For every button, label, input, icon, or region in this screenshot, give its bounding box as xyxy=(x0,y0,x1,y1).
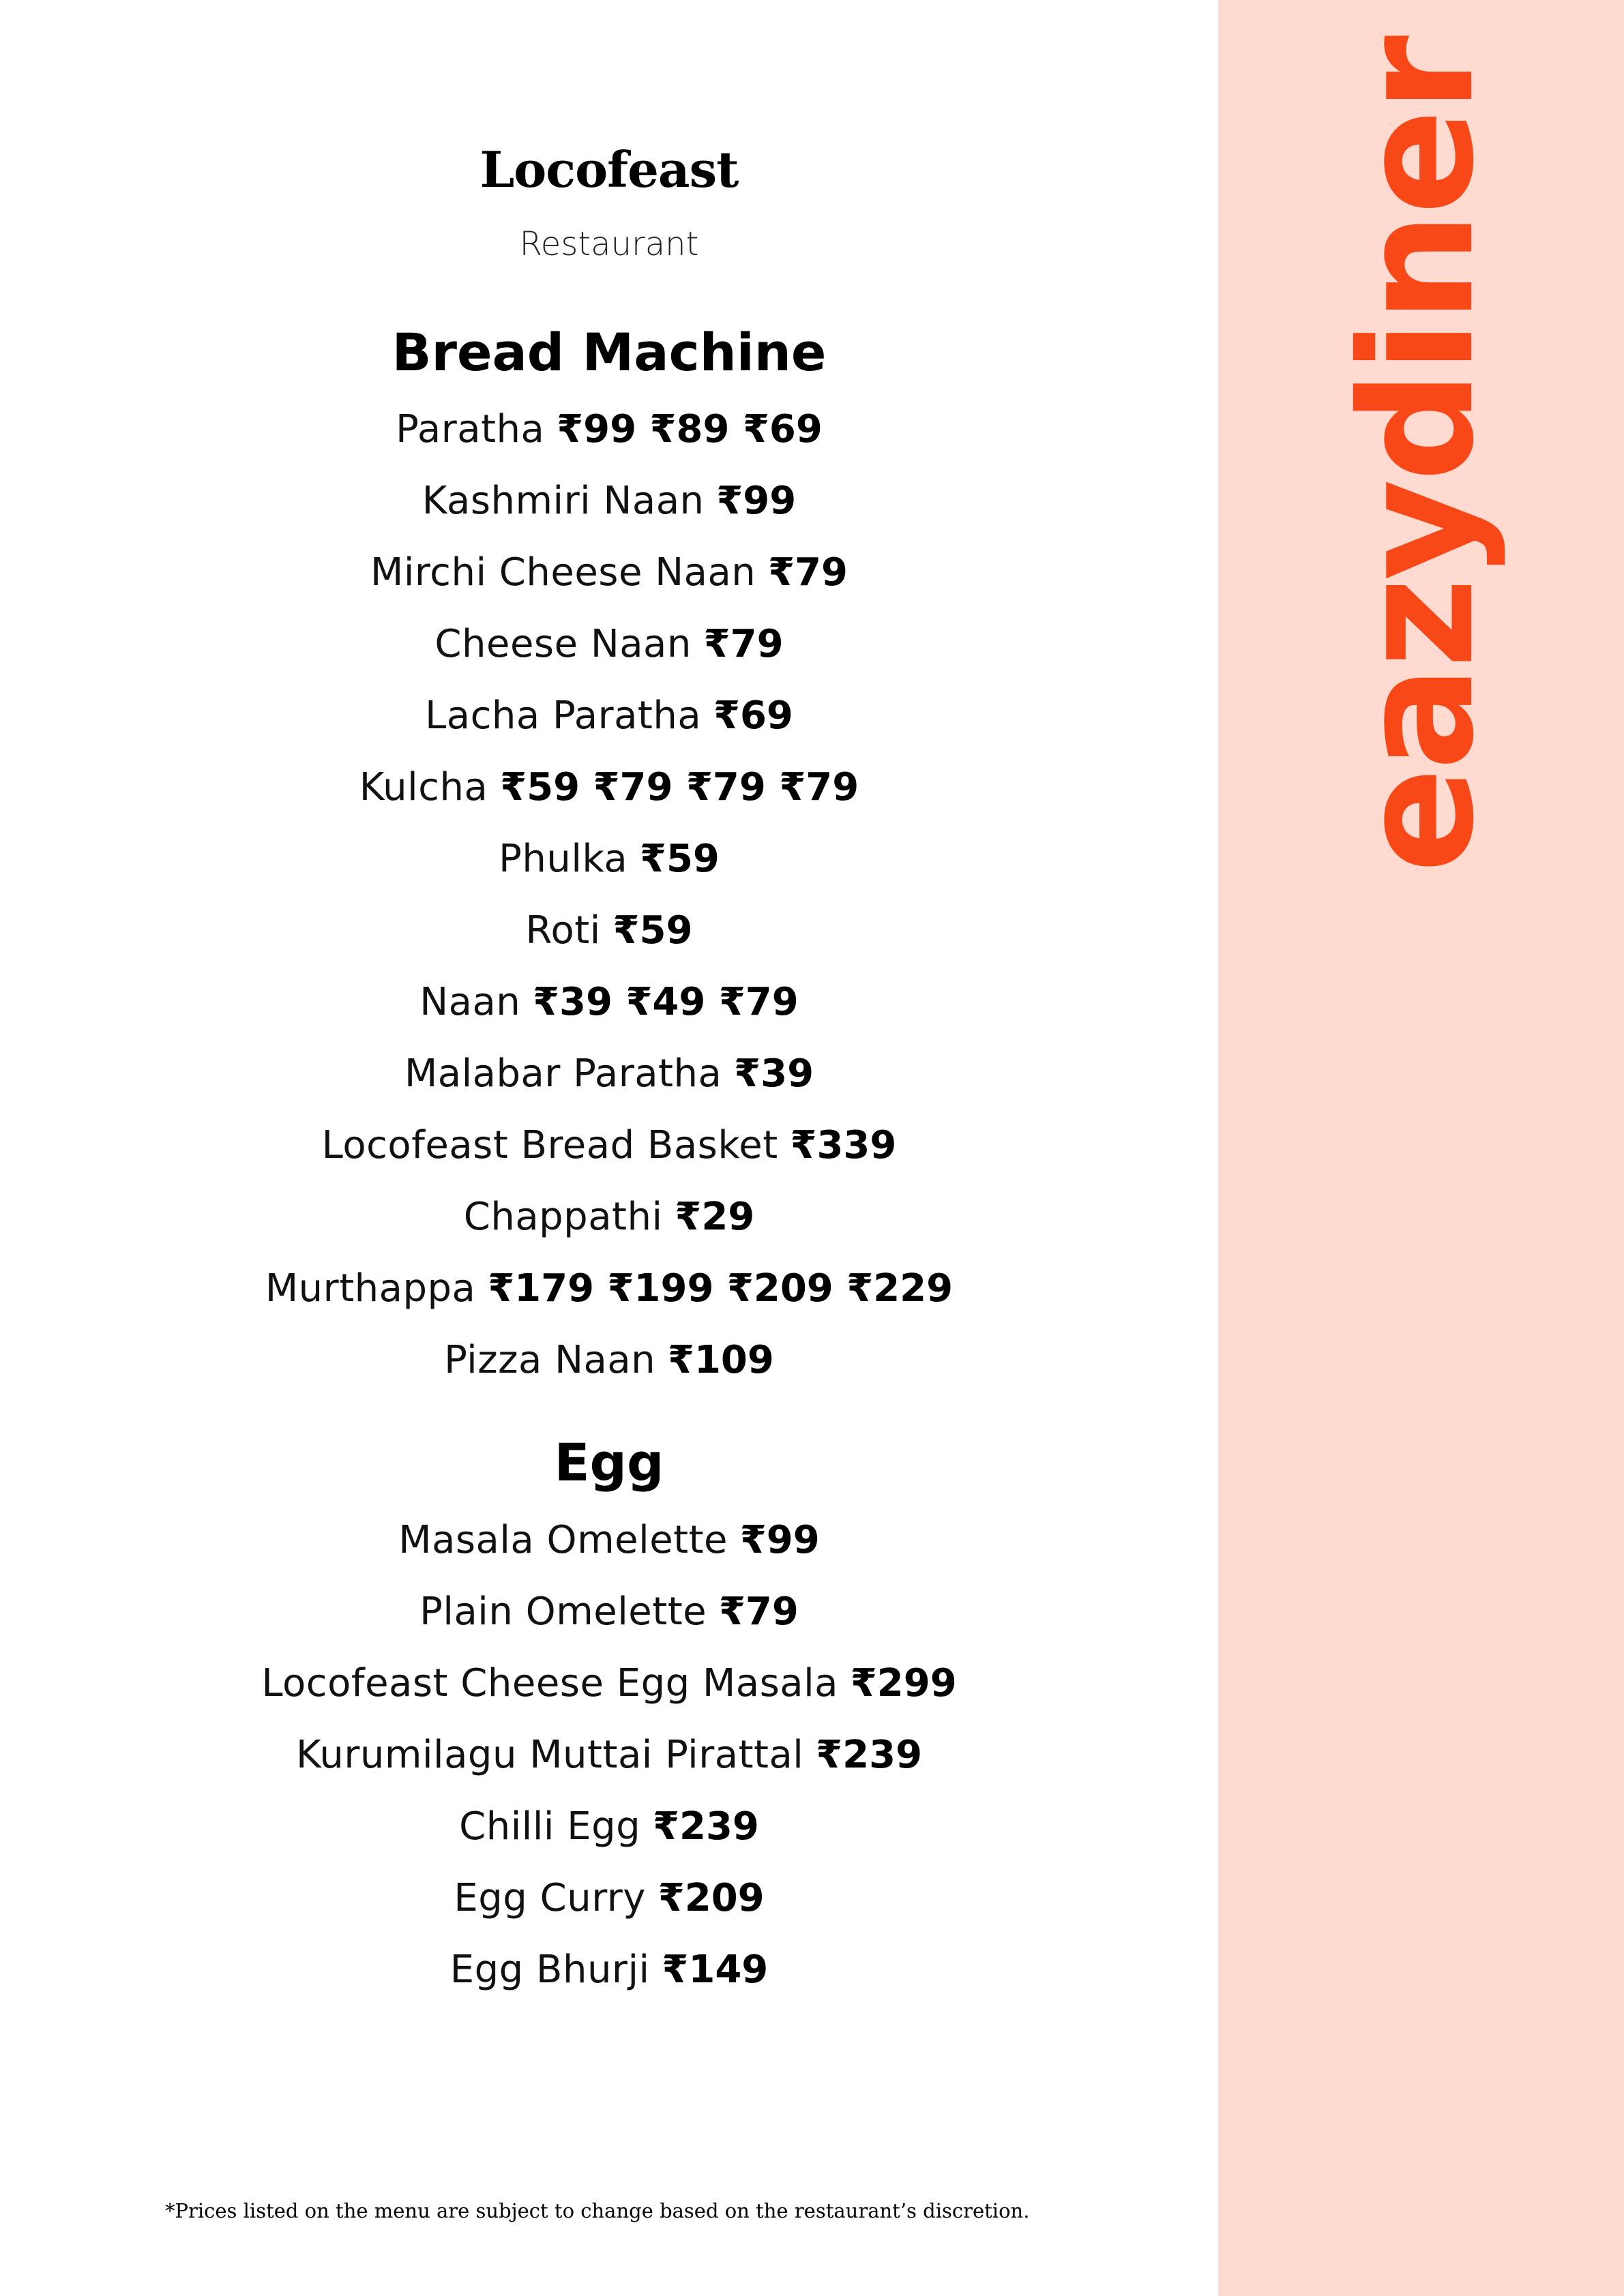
item-price: ₹79 xyxy=(768,550,848,595)
item-name: Lacha Paratha xyxy=(425,694,702,738)
price-disclaimer: *Prices listed on the menu are subject to change based on the restaurant’s discretion. xyxy=(165,2199,1030,2222)
item-price: ₹39 ₹49 ₹79 xyxy=(533,980,799,1024)
item-price: ₹179 ₹199 ₹209 ₹229 xyxy=(488,1266,954,1311)
item-name: Malabar Paratha xyxy=(404,1052,722,1096)
section-title-bread-machine: Bread Machine xyxy=(392,322,827,383)
item-price: ₹239 xyxy=(653,1804,759,1849)
item-price: ₹79 xyxy=(703,622,784,666)
item-name: Kashmiri Naan xyxy=(422,479,705,523)
menu-item xyxy=(0,1518,1218,1562)
item-name: Locofeast Cheese Egg Masala xyxy=(261,1661,838,1705)
item-price: ₹209 xyxy=(658,1876,765,1920)
menu-item xyxy=(0,1804,1218,1849)
item-name: Roti xyxy=(525,908,601,953)
item-name: Locofeast Bread Basket xyxy=(321,1123,778,1167)
menu-item xyxy=(0,622,1218,666)
item-name: Plain Omelette xyxy=(419,1590,707,1634)
item-price: ₹39 xyxy=(734,1052,814,1096)
menu-item xyxy=(0,1195,1218,1239)
menu-item xyxy=(0,1948,1218,1992)
item-name: Cheese Naan xyxy=(434,622,692,666)
menu-item xyxy=(0,837,1218,881)
item-name: Kulcha xyxy=(359,765,488,809)
menu-item xyxy=(0,908,1218,953)
menu-item xyxy=(0,980,1218,1024)
menu-item xyxy=(0,1338,1218,1382)
menu-item xyxy=(0,1733,1218,1777)
menu-item xyxy=(0,1661,1218,1705)
item-price: ₹109 xyxy=(667,1338,774,1382)
item-price: ₹69 xyxy=(713,694,793,738)
menu-item xyxy=(0,1052,1218,1096)
item-price: ₹59 xyxy=(639,837,720,881)
item-name: Egg Curry xyxy=(454,1876,646,1920)
item-price: ₹59 ₹79 ₹79 ₹79 xyxy=(500,765,859,809)
menu-item xyxy=(0,550,1218,595)
menu-item xyxy=(0,407,1218,451)
logo-text: eazydiner xyxy=(1327,38,1508,874)
item-name: Phulka xyxy=(499,837,628,881)
item-price: ₹59 xyxy=(612,908,693,953)
item-name: Pizza Naan xyxy=(444,1338,656,1382)
menu-item xyxy=(0,1590,1218,1634)
item-price: ₹79 xyxy=(718,1590,799,1634)
item-name: Mirchi Cheese Naan xyxy=(370,550,756,595)
item-price: ₹99 xyxy=(716,479,797,523)
item-price: ₹99 xyxy=(739,1518,820,1562)
menu-item xyxy=(0,479,1218,523)
item-price: ₹99 ₹89 ₹69 xyxy=(557,407,823,451)
restaurant-name: Locofeast xyxy=(479,140,739,198)
item-name: Kurumilagu Muttai Pirattal xyxy=(295,1733,804,1777)
item-price: ₹339 xyxy=(790,1123,897,1167)
item-price: ₹29 xyxy=(675,1195,755,1239)
item-name: Chilli Egg xyxy=(459,1804,641,1849)
item-name: Masala Omelette xyxy=(398,1518,728,1562)
item-price: ₹239 xyxy=(816,1733,923,1777)
item-price: ₹149 xyxy=(662,1948,769,1992)
item-name: Naan xyxy=(419,980,521,1024)
item-name: Paratha xyxy=(396,407,545,451)
menu-item xyxy=(0,694,1218,738)
item-name: Murthappa xyxy=(265,1266,476,1311)
item-name: Chappathi xyxy=(463,1195,663,1239)
menu-item xyxy=(0,1123,1218,1167)
menu-item xyxy=(0,1266,1218,1311)
item-name: Egg Bhurji xyxy=(449,1948,650,1992)
item-price: ₹299 xyxy=(850,1661,957,1705)
menu-item xyxy=(0,1876,1218,1920)
menu-item xyxy=(0,765,1218,809)
restaurant-type: Restaurant xyxy=(519,225,699,263)
section-title-egg: Egg xyxy=(554,1432,664,1493)
